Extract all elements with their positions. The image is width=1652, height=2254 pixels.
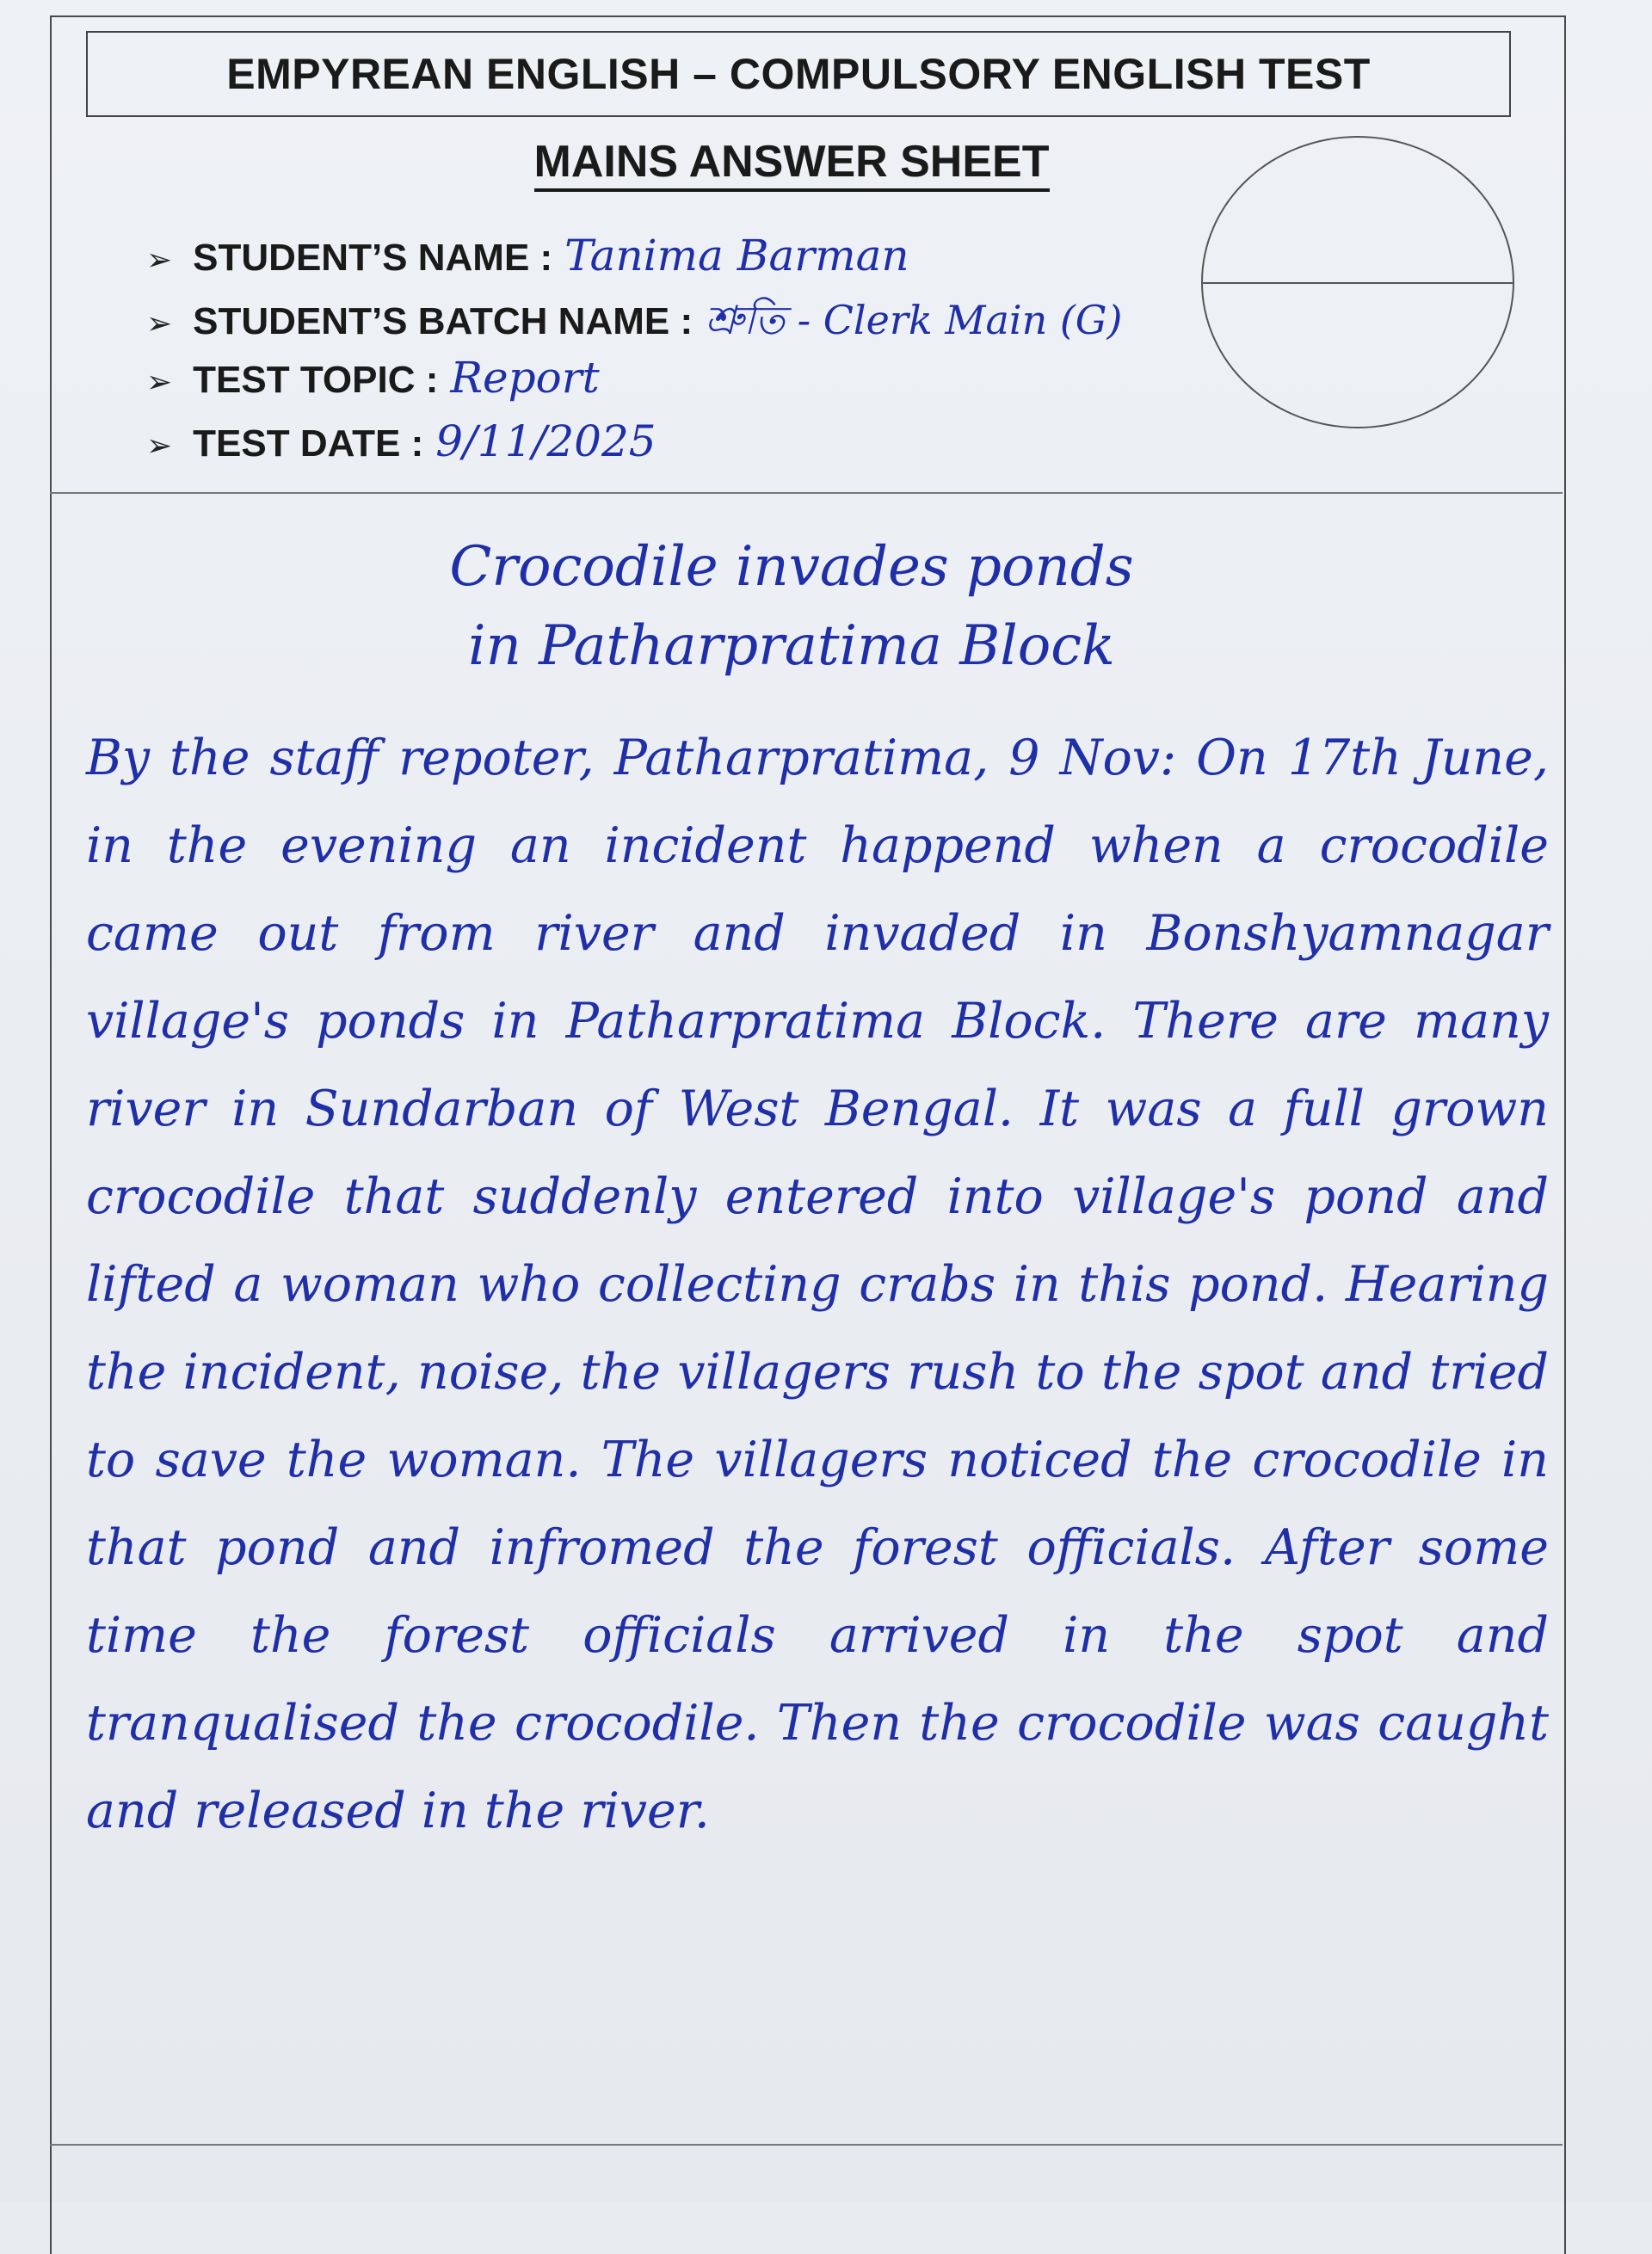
arrow-bullet-icon: ➢ bbox=[146, 242, 173, 277]
marks-circle bbox=[1201, 136, 1514, 428]
batch-name-value: শ্রুতি - Clerk Main (G) bbox=[705, 297, 1123, 343]
marks-circle-divider bbox=[1203, 282, 1513, 284]
student-name-label: STUDENT’S NAME : bbox=[193, 237, 553, 279]
arrow-bullet-icon: ➢ bbox=[146, 305, 173, 341]
answer-heading-line-1: Crocodile invades ponds bbox=[449, 535, 1134, 599]
batch-name-row bbox=[146, 291, 1122, 356]
title-box bbox=[86, 31, 1511, 117]
test-topic-label: TEST TOPIC : bbox=[193, 359, 439, 401]
test-title: EMPYREAN ENGLISH – COMPULSORY ENGLISH TEST bbox=[226, 50, 1371, 98]
sheet-subtitle-text: MAINS ANSWER SHEET bbox=[534, 137, 1050, 192]
test-date-label: TEST DATE : bbox=[193, 422, 424, 465]
test-topic-value: Report bbox=[450, 353, 600, 403]
answer-heading-line-2: in Patharpratima Block bbox=[468, 614, 1115, 678]
student-name-row bbox=[146, 231, 909, 280]
test-topic-row bbox=[146, 353, 600, 403]
batch-name-label: STUDENT’S BATCH NAME : bbox=[193, 300, 693, 342]
arrow-bullet-icon: ➢ bbox=[146, 364, 173, 399]
test-date-row bbox=[146, 416, 656, 466]
answer-body: By the staff repoter, Patharpratima, 9 Nov: On 17th June, in the evening an incident happend when a crocodile came out from river and invaded in Bonshyamnagar village's ponds in Patharpratima Block. There are many river in Sundarban of West Bengal. It was a full grown crocodile that suddenly entered into village's pond and lifted a woman who collecting crabs in this pond. Hearing the incident, noise, the villagers rush to the spot and tried to save the woman. The villagers noticed the crocodile in that pond and infromed the forest officials. After some time the forest officials arrived in the spot and tranqualised the crocodile. Then the crocodile was caught and released in the river. bbox=[86, 730, 1549, 1839]
footer-divider bbox=[50, 2144, 1563, 2146]
student-name-value: Tanima Barman bbox=[564, 231, 909, 280]
test-date-value: 9/11/2025 bbox=[435, 416, 656, 466]
header-divider bbox=[50, 492, 1563, 494]
arrow-bullet-icon: ➢ bbox=[146, 428, 173, 463]
